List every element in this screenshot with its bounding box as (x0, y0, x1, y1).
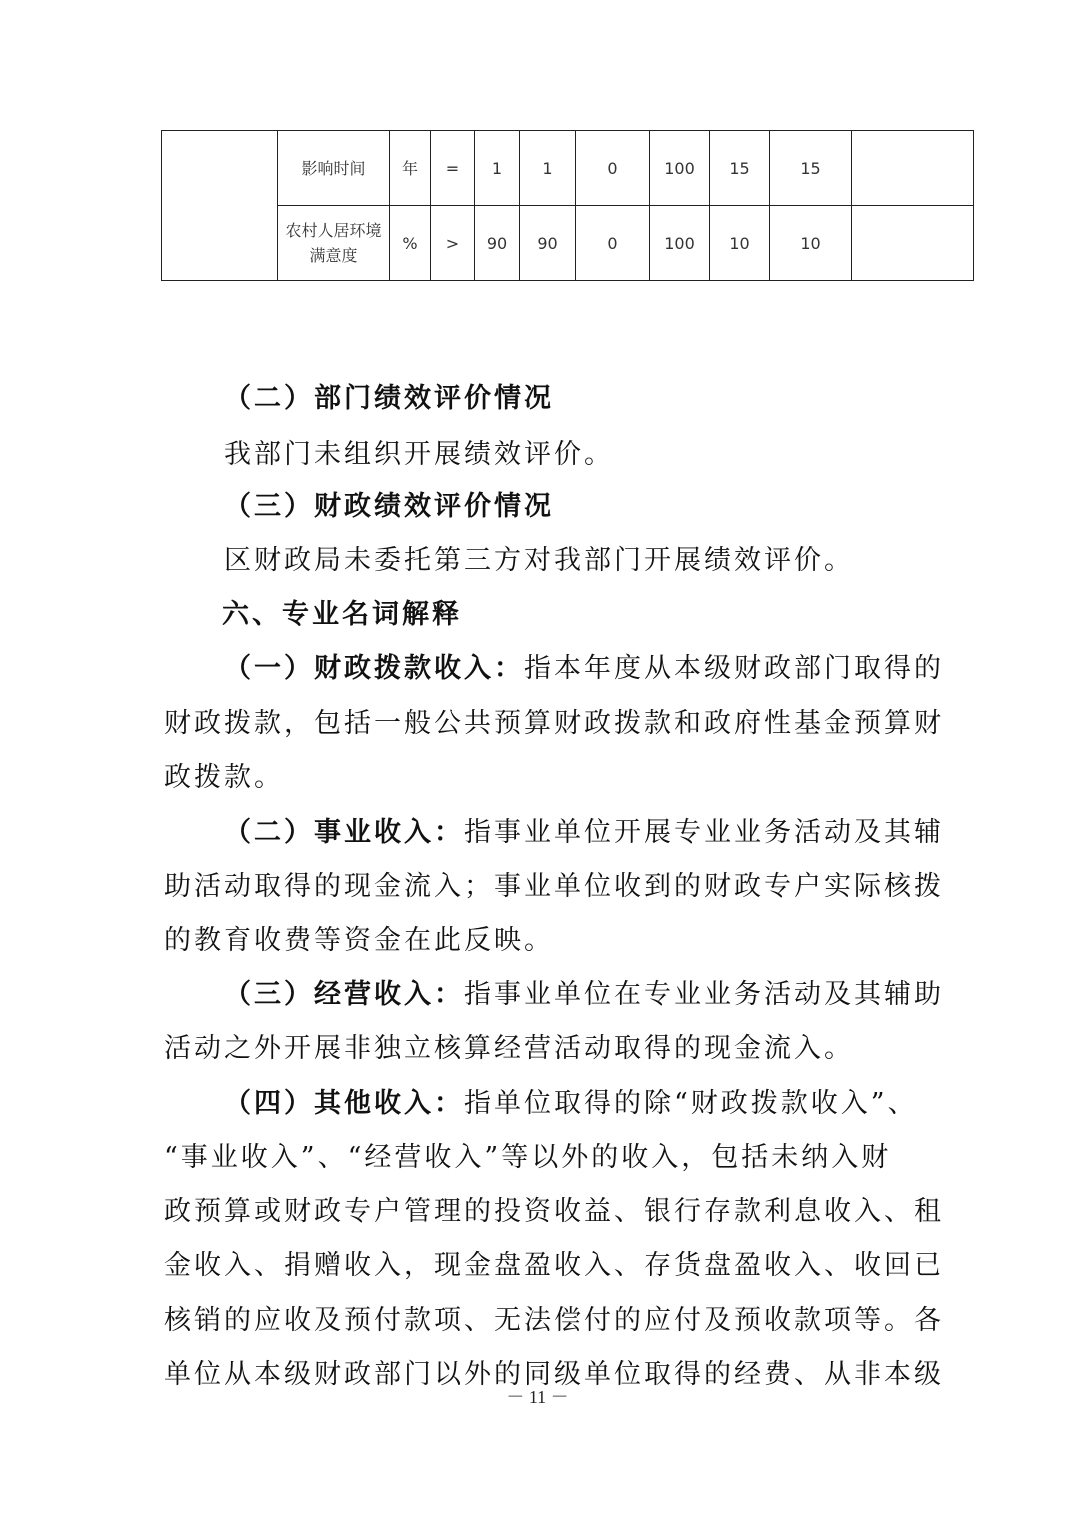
term-line: 核销的应收及预付款项、无法偿付的应付及预收款项等。各 (164, 1305, 944, 1336)
term-line: 单位从本级财政部门以外的同级单位取得的经费、从非本级 (164, 1359, 944, 1390)
table-cell: 15 (770, 131, 852, 206)
term-line: 活动之外开展非独立核算经营活动取得的现金流入。 (164, 1033, 854, 1064)
term-line: 政预算或财政专户管理的投资收益、银行存款利息收入、租 (164, 1196, 944, 1227)
page-number: － 11 － (506, 1387, 569, 1407)
table-cell: 100 (650, 131, 710, 206)
term-line: “事业收入”、“经营收入”等以外的收入，包括未纳入财 (164, 1142, 892, 1173)
term-line: 政拨款。 (164, 762, 284, 793)
term-line: 的教育收费等资金在此反映。 (164, 925, 554, 956)
table-cell: 0 (576, 206, 650, 281)
term-text: 指单位取得的除“财政拨款收入”、 (464, 1088, 918, 1119)
table-cell (852, 206, 974, 281)
term-line (224, 810, 944, 849)
table-cell-operator: = (431, 131, 475, 206)
table-row (162, 131, 974, 206)
table-cell: 100 (650, 206, 710, 281)
paragraph: 我部门未组织开展绩效评价。 (224, 439, 614, 470)
table-cell (162, 131, 278, 281)
term-title: （三）经营收入： (224, 979, 464, 1010)
paragraph: 区财政局未委托第三方对我部门开展绩效评价。 (224, 545, 854, 576)
table-cell: 90 (520, 206, 576, 281)
table-cell: 10 (770, 206, 852, 281)
term-title: （二）事业收入： (224, 817, 464, 848)
table-cell: 10 (710, 206, 770, 281)
term-text: 指本年度从本级财政部门取得的 (524, 653, 944, 684)
term-title: （一）财政拨款收入： (224, 653, 524, 684)
term-text: 指事业单位开展专业业务活动及其辅 (464, 817, 944, 848)
table-cell: 90 (475, 206, 520, 281)
term-line: 财政拨款，包括一般公共预算财政拨款和政府性基金预算财 (164, 708, 944, 739)
term-line (224, 1081, 918, 1120)
section-heading-finance-evaluation: （三）财政绩效评价情况 (224, 491, 554, 522)
table-cell-unit: 年 (390, 131, 431, 206)
performance-table (161, 130, 974, 281)
term-text: 指事业单位在专业业务活动及其辅助 (464, 979, 944, 1010)
table-cell: 15 (710, 131, 770, 206)
table-cell (852, 131, 974, 206)
section-heading-department-evaluation: （二）部门绩效评价情况 (224, 383, 554, 414)
table-cell: 0 (576, 131, 650, 206)
table-cell: 1 (475, 131, 520, 206)
table-cell: 1 (520, 131, 576, 206)
term-title: （四）其他收入： (224, 1088, 464, 1119)
term-line (224, 972, 944, 1011)
term-line (224, 646, 944, 685)
table-cell-indicator: 农村人居环境满意度 (278, 206, 390, 281)
table-row (162, 206, 974, 281)
table-cell-operator: > (431, 206, 475, 281)
table-cell-indicator: 影响时间 (278, 131, 390, 206)
table-cell-unit: % (390, 206, 431, 281)
section-heading-glossary: 六、专业名词解释 (222, 599, 462, 630)
term-line: 金收入、捐赠收入，现金盘盈收入、存货盘盈收入、收回已 (164, 1250, 944, 1281)
term-line: 助活动取得的现金流入；事业单位收到的财政专户实际核拨 (164, 871, 944, 902)
